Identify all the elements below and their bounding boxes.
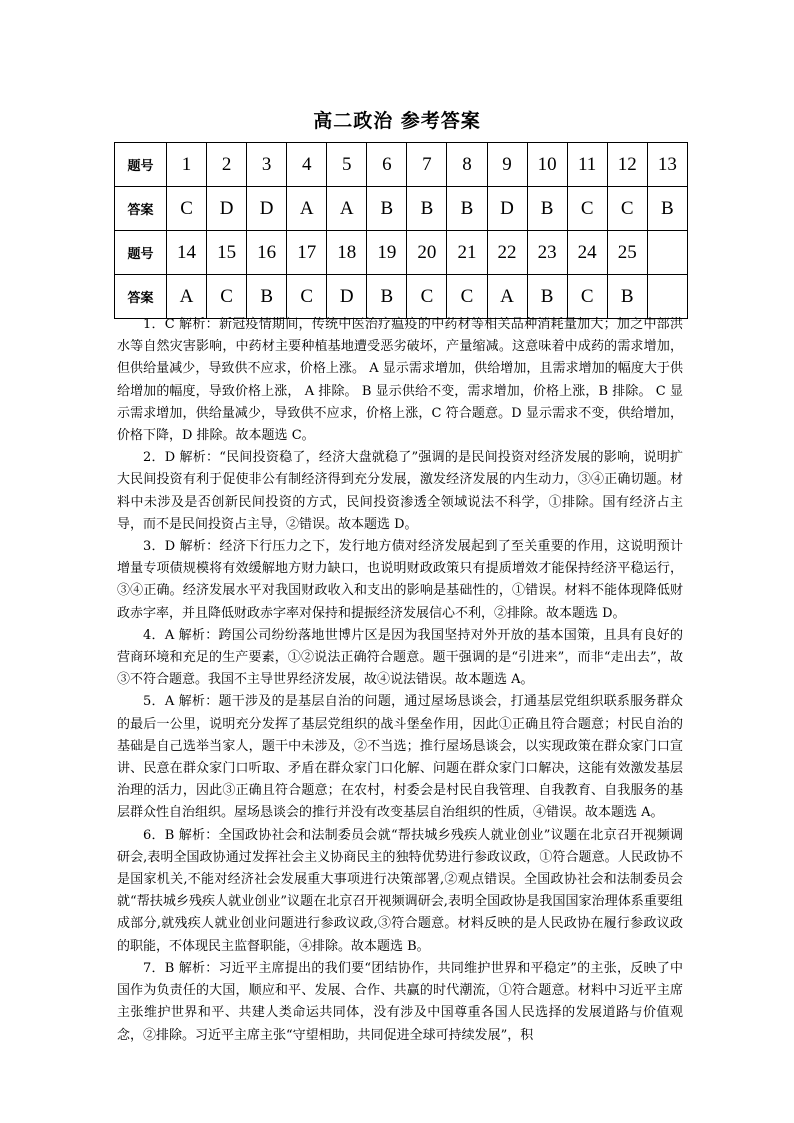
answer-table-cell: B <box>647 187 687 231</box>
answer-table-cell: A <box>287 187 327 231</box>
answer-table-cell: C <box>607 187 647 231</box>
answer-table-cell: 24 <box>567 231 607 275</box>
answer-table-cell: B <box>367 187 407 231</box>
answer-table-cell: B <box>527 187 567 231</box>
answer-table-cell: D <box>207 187 247 231</box>
answer-table-cell: 10 <box>527 143 567 187</box>
explanation-paragraph: 3．D 解析：经济下行压力之下，发行地方债对经济发展起到了至关重要的作用，这说明预计增量专项债规模将有效缓解地方财力缺口，也说明财政政策只有提质增效才能保持经济平稳运行，③④正确。经济发展水平对我国财政收入和支出的影响是基础性的，①错误。材料不能体现降低财政赤字率，并且降低财政赤字率对保持和提振经济发展信心不利，②排除。故本题选 D。 <box>117 539 683 621</box>
answer-table-cell: 11 <box>567 143 607 187</box>
answer-table-cell: C <box>447 275 487 319</box>
answer-table-cell: 5 <box>327 143 367 187</box>
explanation-paragraph: 7．B 解析：习近平主席提出的我们要“团结协作，共同维护世界和平稳定”的主张，反映了中国作为负责任的大国，顺应和平、发展、合作、共赢的时代潮流，①符合题意。材料中习近平主席主张维护世界和平、共建人类命运共同体，没有涉及中国尊重各国人民选择的发展道路与价值观念，②排除。习近平主席主张“守望相助，共同促进全球可持续发展”，积 <box>117 960 683 1043</box>
explanation-paragraph: 5．A 解析：题干涉及的是基层自治的问题，通过屋场恳谈会，打通基层党组织联系服务群众的最后一公里，说明充分发挥了基层党组织的战斗堡垒作用，因此①正确且符合题意；村民自治的基础是自己选举当家人，题干中未涉及，②不当选；推行屋场恳谈会，以实现政策在群众家门口宣讲、民意在群众家门口听取、矛盾在群众家门口化解、问题在群众家门口解决，这能有效激发基层治理的活力，因此③正确且符合题意；在农村，村委会是村民自我管理、自我教育、自我服务的基层群众性自治组织。屋场恳谈会的推行并没有改变基层自治组织的性质，④错误。故本题选 A。 <box>117 694 683 821</box>
answer-table-cell: D <box>327 275 367 319</box>
answer-table-cell: 25 <box>607 231 647 275</box>
answer-table-cell: A <box>487 275 527 319</box>
answer-table-cell: C <box>167 187 207 231</box>
answer-table-cell: C <box>287 275 327 319</box>
answer-table-cell: 8 <box>447 143 487 187</box>
answer-table-cell: B <box>247 275 287 319</box>
answer-table-cell <box>647 231 687 275</box>
answer-table-cell <box>647 275 687 319</box>
answer-table-cell: D <box>487 187 527 231</box>
answer-table-cell: 4 <box>287 143 327 187</box>
answer-table-cell: 15 <box>207 231 247 275</box>
answer-table-cell: B <box>407 187 447 231</box>
answer-table-cell: B <box>607 275 647 319</box>
answer-table-row <box>115 231 688 275</box>
answer-table-cell: 23 <box>527 231 567 275</box>
row-header-cell: 答案 <box>115 275 167 319</box>
answer-table-cell: 19 <box>367 231 407 275</box>
answer-table-cell: 13 <box>647 143 687 187</box>
row-header-cell: 答案 <box>115 187 167 231</box>
answer-table-cell: 16 <box>247 231 287 275</box>
answer-table-cell: B <box>367 275 407 319</box>
answer-table-cell: 6 <box>367 143 407 187</box>
answer-table <box>114 142 688 319</box>
answer-table-cell: B <box>527 275 567 319</box>
answer-table-cell: C <box>567 187 607 231</box>
answer-table-row <box>115 275 688 319</box>
explanation-paragraph: 2．D 解析：“民间投资稳了，经济大盘就稳了”强调的是民间投资对经济发展的影响，说明扩大民间投资有利于促使非公有制经济得到充分发展，激发经济发展的内生动力，③④正确切题。材料中未涉及是否创新民间投资的方式，民间投资渗透全领域说法不科学，①排除。国有经济占主导，而不是民间投资占主导，②错误。故本题选 D。 <box>117 450 683 532</box>
row-header-cell: 题号 <box>115 143 167 187</box>
answer-table-cell: B <box>447 187 487 231</box>
answer-table-cell: 1 <box>167 143 207 187</box>
answer-table-cell: 22 <box>487 231 527 275</box>
answer-table-cell: C <box>567 275 607 319</box>
explanation-paragraph: 4．A 解析：跨国公司纷纷落地世博片区是因为我国坚持对外开放的基本国策，且具有良好的营商环境和充足的生产要素，①②说法正确符合题意。题干强调的是“引进来”，而非“走出去”，故③不符合题意。我国不主导世界经济发展，故④说法错误。故本题选 A。 <box>117 627 683 688</box>
page-title: 高二政治 参考答案 <box>313 110 481 132</box>
row-header-cell: 题号 <box>115 231 167 275</box>
answer-table-row <box>115 187 688 231</box>
explanations-section <box>117 314 683 1047</box>
answer-table-cell: C <box>407 275 447 319</box>
answer-table-cell: 17 <box>287 231 327 275</box>
answer-table-cell: 21 <box>447 231 487 275</box>
answer-table-cell: C <box>207 275 247 319</box>
answer-table-cell: 9 <box>487 143 527 187</box>
answer-table-cell: 18 <box>327 231 367 275</box>
explanation-paragraph: 6．B 解析：全国政协社会和法制委员会就“帮扶城乡残疾人就业创业”议题在北京召开视频调研会,表明全国政协通过发挥社会主义协商民主的独特优势进行参政议政，①符合题意。人民政协不是国家机关,不能对经济社会发展重大事项进行决策部署,②观点错误。全国政协社会和法制委员会就“帮扶城乡残疾人就业创业”议题在北京召开视频调研会,表明全国政协是我国国家治理体系重要组成部分,就残疾人就业创业问题进行参政议政,③符合题意。材料反映的是人民政协在履行参政议政的职能，不体现民主监督职能，④排除。故本题选 B。 <box>117 827 683 954</box>
answer-table-cell: 3 <box>247 143 287 187</box>
answer-table-cell: A <box>167 275 207 319</box>
answer-table-row <box>115 143 688 187</box>
answer-table-cell: A <box>327 187 367 231</box>
explanation-paragraph: 1．C 解析：新冠疫情期间，传统中医治疗瘟疫的中药材等相关品种消耗量加大；加之中部洪水等自然灾害影响，中药材主要种植基地遭受恶劣破坏，产量缩减。这意味着中成药的需求增加，但供给量减少，导致供不应求，价格上涨。 A 显示需求增加，供给增加，且需求增加的幅度大于供给增加的幅度，导致价格上涨， A 排除。 B 显示供给不变，需求增加，价格上涨，B 排除。 C 显示需求增加，供给量减少，导致供不应求，价格上涨，C 符合题意。D 显示需求不变，供给增加，价格下降，D 排除。故本题选 C。 <box>117 317 683 444</box>
answer-table-cell: D <box>247 187 287 231</box>
answer-table-cell: 20 <box>407 231 447 275</box>
answer-table-cell: 7 <box>407 143 447 187</box>
answer-table-cell: 12 <box>607 143 647 187</box>
answer-table-cell: 14 <box>167 231 207 275</box>
answer-table-cell: 2 <box>207 143 247 187</box>
